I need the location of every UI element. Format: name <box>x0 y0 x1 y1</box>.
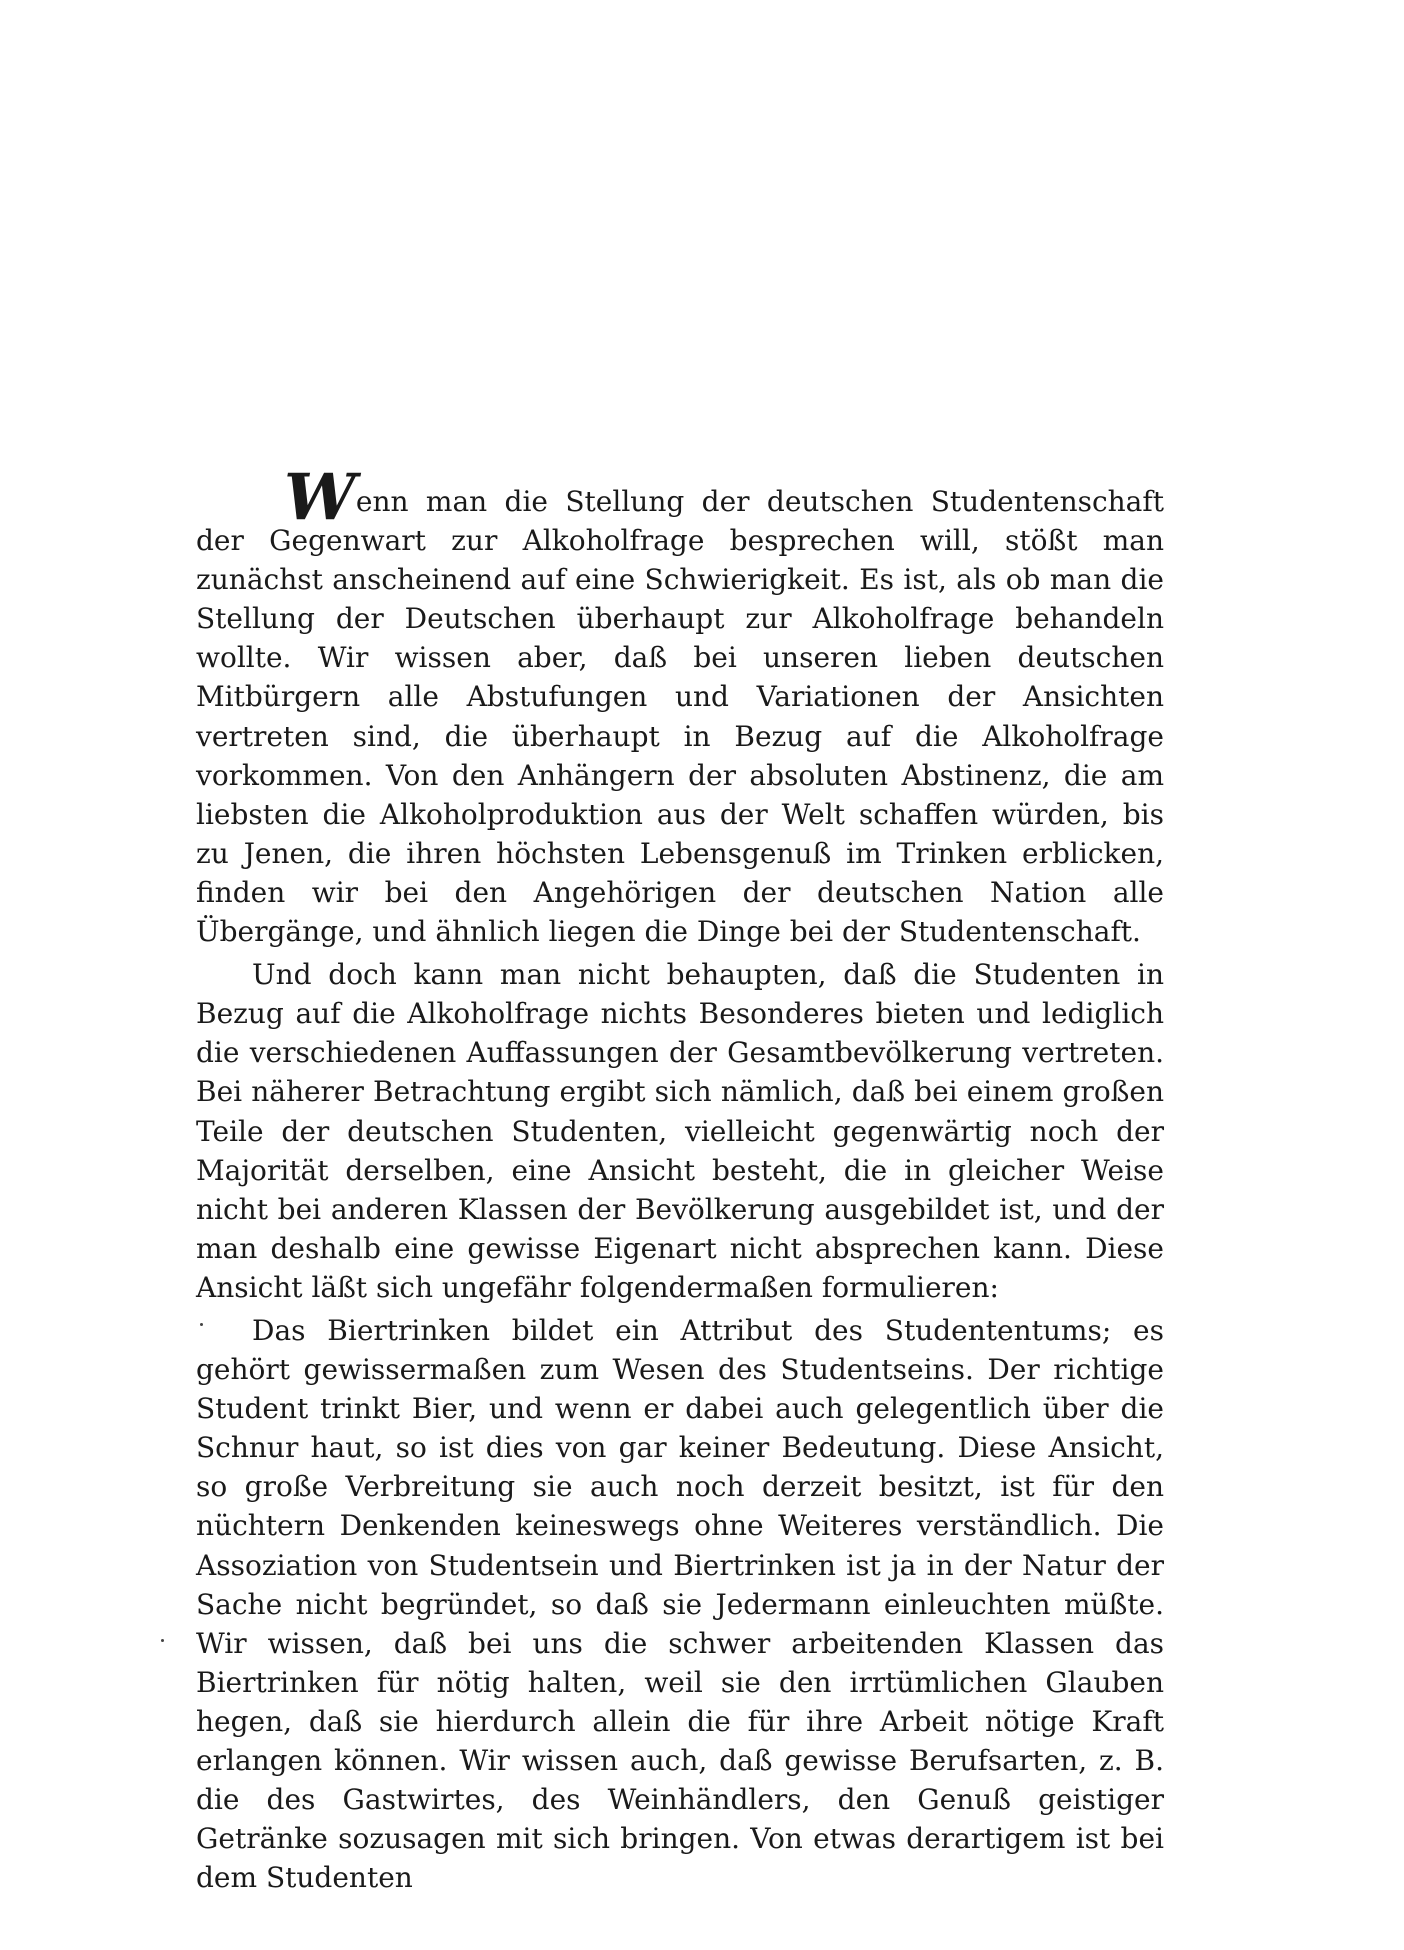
paragraph-3 <box>196 1311 1164 1897</box>
body-text <box>196 460 1164 1897</box>
margin-speck <box>161 1639 164 1642</box>
paragraph-2 <box>196 955 1164 1307</box>
paragraph-2-text: Und doch kann man nicht behaupten, daß die Studenten in Bezug auf die Alkoholfrage nichts Besonderes bieten und lediglich die verschiedenen Auffassungen der Gesamtbevölkerung vertreten. Bei näherer Betrachtung ergibt sich nämlich, daß bei einem großen Teile der deutschen Studenten, vielleicht gegenwärtig noch der Majorität derselben, eine Ansicht besteht, die in gleicher Weise nicht bei anderen Klassen der Bevölkerung ausgebildet ist, und der man deshalb eine gewisse Eigenart nicht absprechen kann. Diese Ansicht läßt sich ungefähr folgendermaßen formulieren: <box>196 958 1164 1304</box>
margin-speck <box>200 1323 203 1326</box>
paragraph-1-text: enn man die Stellung der deutschen Studentenschaft der Gegenwart zur Alkoholfrage besprechen will, stößt man zunächst anscheinend auf eine Schwierigkeit. Es ist, als ob man die Stellung der Deutschen überhaupt zur Alkoholfrage behandeln wollte. Wir wissen aber, daß bei unseren lieben deutschen Mitbürgern alle Abstufungen und Variationen der Ansichten vertreten sind, die überhaupt in Bezug auf die Alkoholfrage vorkommen. Von den Anhängern der absoluten Abstinenz, die am liebsten die Alkoholproduktion aus der Welt schaffen würden, bis zu Jenen, die ihren höchsten Lebensgenuß im Trinken erblicken, finden wir bei den Angehörigen der deutschen Nation alle Übergänge, und ähnlich liegen die Dinge bei der Studentenschaft. <box>196 485 1164 949</box>
paragraph-3-text: Das Biertrinken bildet ein Attribut des Studententums; es gehört gewissermaßen zum Wesen des Studentseins. Der richtige Student trinkt Bier, und wenn er dabei auch gelegentlich über die Schnur haut, so ist dies von gar keiner Bedeutung. Diese Ansicht, so große Verbreitung sie auch noch derzeit besitzt, ist für den nüchtern Denkenden keineswegs ohne Weiteres verständlich. Die Assoziation von Studentsein und Biertrinken ist ja in der Natur der Sache nicht begründet, so daß sie Jedermann einleuchten müßte. Wir wissen, daß bei uns die schwer arbeitenden Klassen das Biertrinken für nötig halten, weil sie den irrtümlichen Glauben hegen, daß sie hierdurch allein die für ihre Arbeit nötige Kraft erlangen können. Wir wissen auch, daß gewisse Berufsarten, z. B. die des Gastwirtes, des Weinhändlers, den Genuß geistiger Getränke sozusagen mit sich bringen. Von etwas derartigem ist bei dem Studenten <box>196 1313 1164 1895</box>
drop-cap: W <box>284 460 354 535</box>
paragraph-1 <box>196 460 1164 951</box>
